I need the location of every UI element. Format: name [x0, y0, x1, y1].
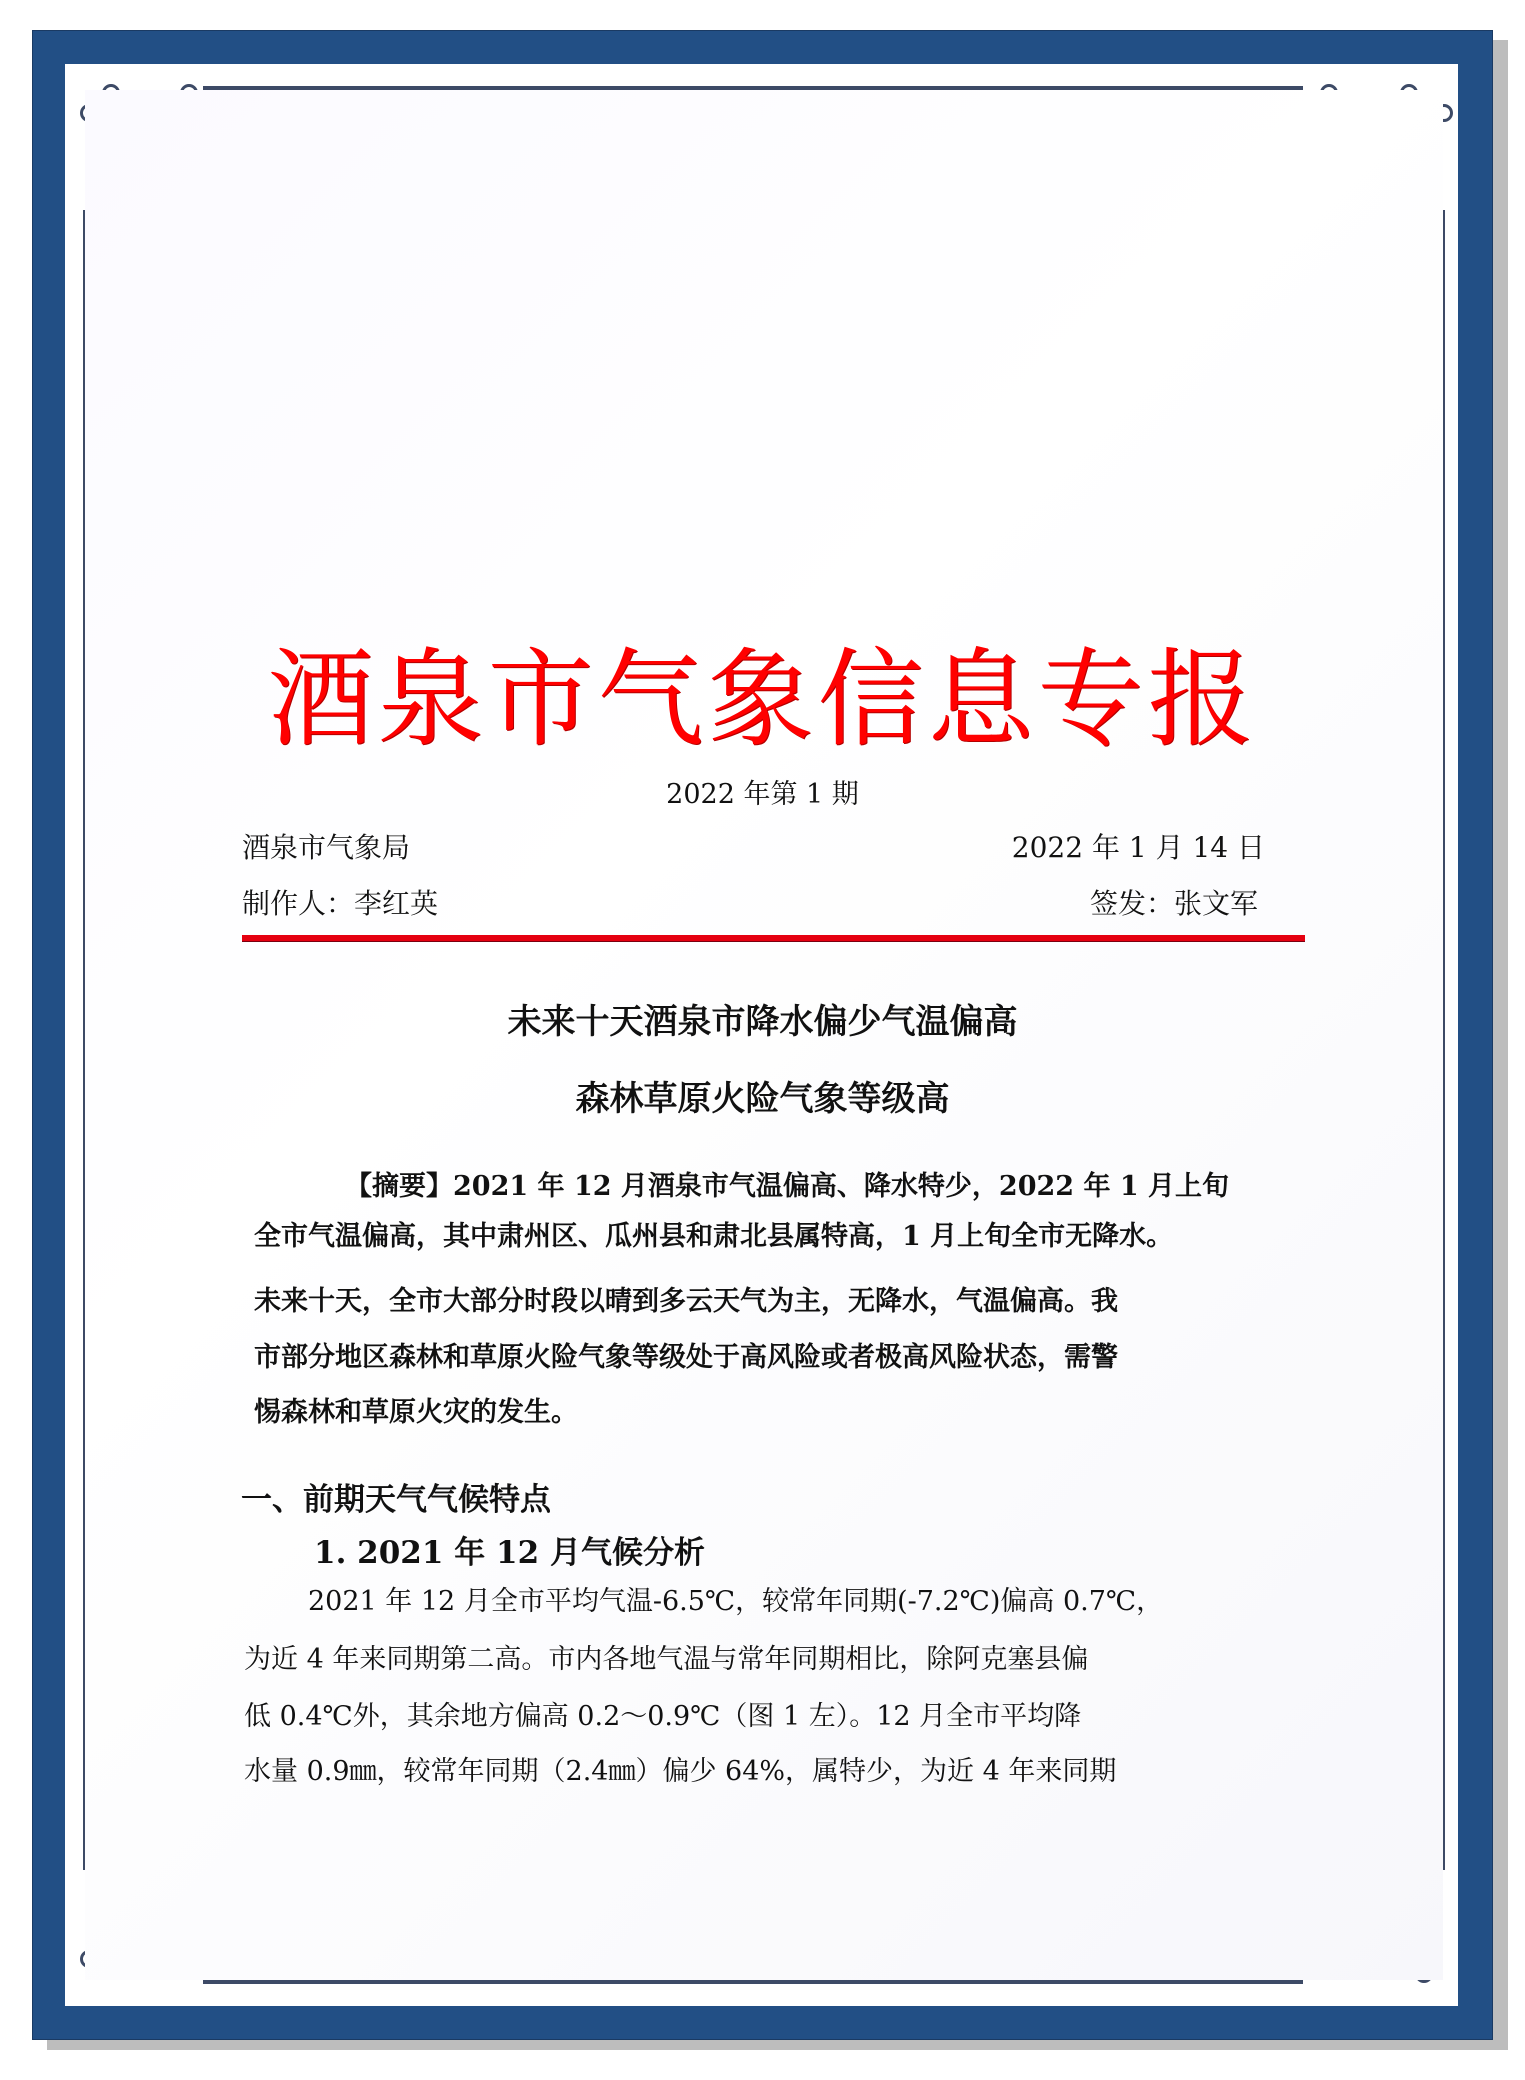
abstract-line: 惕森林和草原火灾的发生。: [254, 1397, 578, 1428]
publisher: 酒泉市气象局: [242, 831, 411, 864]
abstract-line: [345, 1159, 1229, 1215]
masthead-red-rule: [242, 935, 1305, 942]
publish-date: 2022 年 1 月 14 日: [1011, 831, 1265, 864]
headline-line-1: 未来十天酒泉市降水偏少气温偏高: [507, 1002, 1018, 1042]
page-rule-bottom: [203, 1980, 1303, 1984]
abstract-line: 全市气温偏高，其中肃州区、瓜州县和肃北县属特高，1 月上旬全市无降水。: [254, 1221, 1174, 1252]
abstract-label: 【摘要】: [345, 1171, 453, 1202]
body-line: 低 0.4℃外，其余地方偏高 0.2～0.9℃（图 1 左）。12 月全市平均降: [244, 1701, 1082, 1732]
abstract-line: 市部分地区森林和草原火险气象等级处于高风险或者极高风险状态，需警: [254, 1342, 1118, 1373]
abstract-text: 2021 年 12 月酒泉市气温偏高、降水特少，2022 年 1 月上旬: [453, 1171, 1230, 1202]
body-line: 水量 0.9㎜，较常年同期（2.4㎜）偏少 64%，属特少，为近 4 年来同期: [244, 1756, 1117, 1787]
section-subheading: 1. 2021 年 12 月气候分析: [314, 1535, 705, 1571]
headline-line-2: 森林草原火险气象等级高: [575, 1079, 950, 1119]
issue-number: 2022 年第 1 期: [666, 779, 859, 810]
approver: 签发：张文军: [1089, 887, 1258, 920]
author: 制作人：李红英: [242, 887, 439, 920]
abstract-line: 未来十天，全市大部分时段以晴到多云天气为主，无降水，气温偏高。我: [254, 1286, 1118, 1317]
body-line: 2021 年 12 月全市平均气温-6.5℃，较常年同期(-7.2℃)偏高 0.7℃，: [308, 1586, 1164, 1617]
body-line: 为近 4 年来同期第二高。市内各地气温与常年同期相比，除阿克塞县偏: [244, 1644, 1089, 1675]
section-heading: 一、前期天气气候特点: [241, 1482, 551, 1518]
masthead-title: 酒泉市气象信息专报: [267, 638, 1258, 761]
